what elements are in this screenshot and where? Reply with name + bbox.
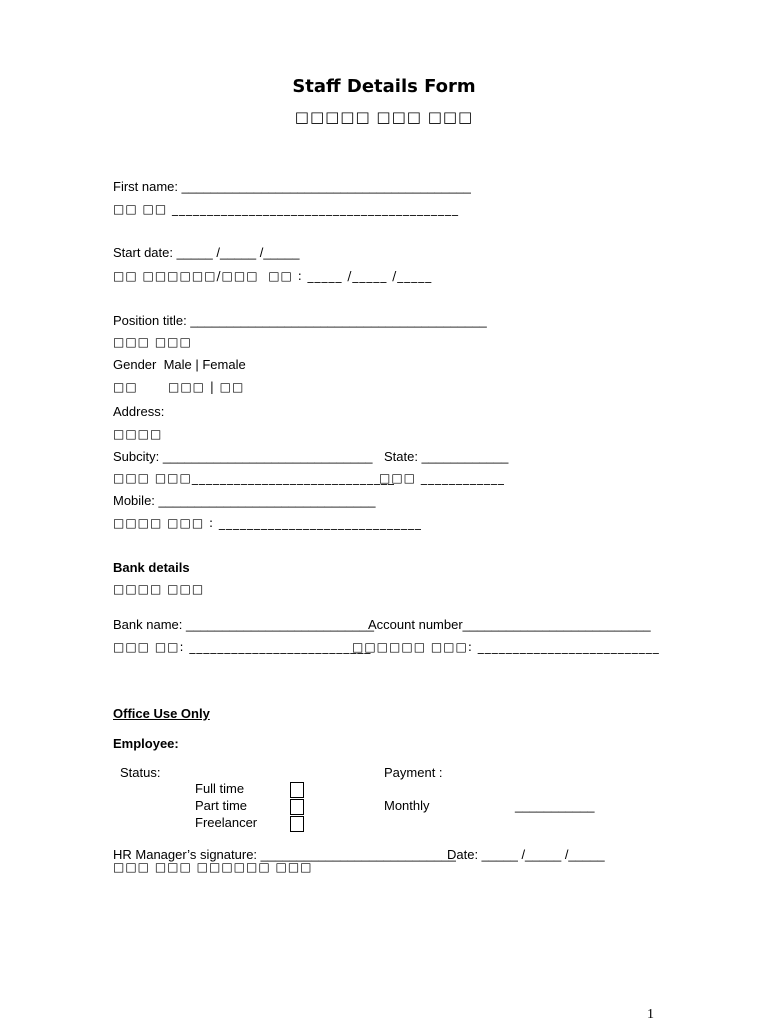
bank-details-heading-amharic: □□□□ □□□ xyxy=(113,582,205,596)
bank-details-heading: Bank details xyxy=(113,560,190,575)
mobile-field-amharic[interactable]: □□□□ □□□ : _____________________________ xyxy=(113,516,422,530)
employee-heading: Employee: xyxy=(113,736,179,751)
first-name-field[interactable]: First name: ________________________________________ xyxy=(113,179,471,194)
account-number-field[interactable]: Account number__________________________ xyxy=(368,617,651,632)
monthly-label: Monthly xyxy=(384,798,430,813)
address-label: Address: xyxy=(113,404,165,419)
account-number-field-amharic[interactable]: □□□□□□ □□□: __________________________ xyxy=(352,640,660,654)
gender-options-amharic: □□□ | □□ xyxy=(168,380,245,394)
form-title: Staff Details Form xyxy=(292,76,476,97)
start-date-field[interactable]: Start date: _____ /_____ /_____ xyxy=(113,245,300,260)
page-number: 1 xyxy=(647,1007,654,1022)
part-time-label: Part time xyxy=(195,798,248,813)
freelancer-checkbox[interactable] xyxy=(290,816,304,832)
position-title-field[interactable]: Position title: _________________________________________ xyxy=(113,313,487,328)
status-label: Status: xyxy=(120,765,161,780)
full-time-label: Full time xyxy=(195,781,245,796)
bank-name-field[interactable]: Bank name: __________________________ xyxy=(113,617,374,632)
gender-field[interactable]: Gender Male | Female xyxy=(113,357,246,372)
monthly-amount-field[interactable]: ___________ xyxy=(515,798,595,813)
payment-label: Payment : xyxy=(384,765,443,780)
first-name-field-amharic[interactable]: □□ □□ _________________________________________ xyxy=(113,202,459,216)
office-use-heading: Office Use Only xyxy=(113,706,210,721)
hr-date-field[interactable]: Date: _____ /_____ /_____ xyxy=(447,847,605,862)
start-date-field-amharic[interactable]: □□ □□□□□□/□□□ □□ : _____ /_____ /_____ xyxy=(113,269,433,283)
hr-signature-label-amharic: □□□ □□□ □□□□□□ □□□ xyxy=(113,860,313,874)
subcity-field[interactable]: Subcity: _____________________________ xyxy=(113,449,373,464)
freelancer-label: Freelancer xyxy=(195,815,258,830)
part-time-checkbox[interactable] xyxy=(290,799,304,815)
form-subtitle: □□□□□ □□□ □□□ xyxy=(294,108,474,126)
gender-label-amharic: □□ xyxy=(113,380,138,394)
state-field[interactable]: State: ____________ xyxy=(384,449,509,464)
address-label-amharic: □□□□ xyxy=(113,427,163,441)
mobile-field[interactable]: Mobile: ______________________________ xyxy=(113,493,376,508)
full-time-checkbox[interactable] xyxy=(290,782,304,798)
hr-signature-field[interactable]: HR Manager’s signature: ___________________________ xyxy=(113,847,456,862)
position-title-label-amharic: □□□ □□□ xyxy=(113,335,192,349)
subcity-field-amharic[interactable]: □□□ □□□_____________________________ xyxy=(113,471,395,485)
state-field-amharic[interactable]: □□□ ____________ xyxy=(379,471,505,485)
bank-name-field-amharic[interactable]: □□□ □□: __________________________ xyxy=(113,640,372,654)
